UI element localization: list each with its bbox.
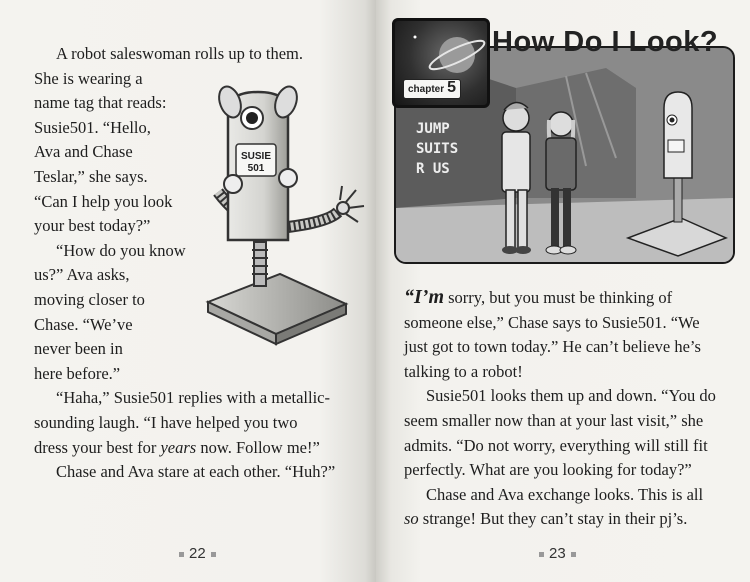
robot-name-tag-line1: SUSIE — [240, 151, 272, 162]
text-line — [404, 507, 736, 532]
text-line: admits. “Do not worry, everything will still fit — [404, 435, 708, 455]
page-number-text: 22 — [189, 545, 206, 562]
text-line: just got to town today.” He can’t believe he’s — [404, 337, 701, 357]
text-line: here before.” — [34, 363, 121, 383]
robot-name-tag-line2: 501 — [247, 163, 265, 174]
text-line: talking to a robot! — [404, 361, 523, 381]
text-span: now. Follow me!” — [196, 437, 320, 457]
folio-bullet — [211, 552, 216, 557]
text-line — [404, 285, 736, 311]
store-sign-line2: SUITS — [416, 141, 459, 157]
text-line: us?” Ava asks, — [34, 265, 130, 285]
text-line: Chase and Ava exchange looks. This is all — [426, 484, 704, 504]
text-line: seem smaller now than at your last visit,” she — [404, 410, 704, 430]
text-line: never been in — [34, 339, 123, 359]
text-line: perfectly. What are you looking for today?” — [404, 460, 692, 480]
right-page — [376, 0, 750, 582]
text-span: strange! But they can’t stay in their pj’s. — [418, 509, 688, 529]
text-line: sounding laugh. “I have helped you two — [34, 412, 298, 432]
robot-illustration — [178, 82, 373, 352]
text-span: sorry, but you must be thinking of — [444, 288, 673, 307]
text-line: Susie501. “Hello, — [34, 117, 151, 137]
emphasis-text: so — [404, 509, 419, 529]
chapter-badge — [392, 18, 490, 108]
text-block-right — [404, 285, 736, 532]
folio-bullet — [539, 552, 544, 557]
emphasis-text: years — [160, 437, 197, 457]
chapter-label — [403, 79, 461, 99]
lead-word: “I’m — [404, 286, 444, 308]
text-line: name tag that reads: — [34, 93, 167, 113]
page-number-left — [174, 545, 221, 562]
chapter-number: 5 — [447, 79, 457, 96]
text-line: Chase. “We’ve — [34, 314, 133, 334]
folio-bullet — [571, 552, 576, 557]
text-line: Teslar,” she says. — [34, 166, 148, 186]
text-line: A robot saleswoman rolls up to them. — [56, 44, 304, 63]
chapter-title: How Do I Look? — [492, 26, 719, 58]
text-span: dress your best for — [34, 437, 161, 457]
text-line: your best today?” — [34, 216, 151, 236]
text-line: Ava and Chase — [34, 142, 133, 162]
text-line: Chase and Ava stare at each other. “Huh?” — [56, 462, 336, 482]
store-sign-line3: R US — [416, 161, 450, 177]
text-line — [34, 436, 364, 461]
folio-bullet — [179, 552, 184, 557]
text-line: She is wearing a — [34, 68, 143, 88]
text-line: Susie501 looks them up and down. “You do — [426, 386, 716, 406]
chapter-label-text: chapter — [408, 84, 445, 95]
text-line: “Haha,” Susie501 replies with a metallic- — [56, 388, 330, 408]
text-line: someone else,” Chase says to Susie501. “We — [404, 312, 700, 332]
text-line: “Can I help you look — [34, 191, 173, 211]
page-number-text: 23 — [549, 545, 566, 562]
text-line: moving closer to — [34, 289, 145, 309]
text-line: “How do you know — [56, 240, 186, 260]
page-number-right — [534, 545, 581, 562]
store-sign-line1: JUMP — [416, 121, 450, 137]
